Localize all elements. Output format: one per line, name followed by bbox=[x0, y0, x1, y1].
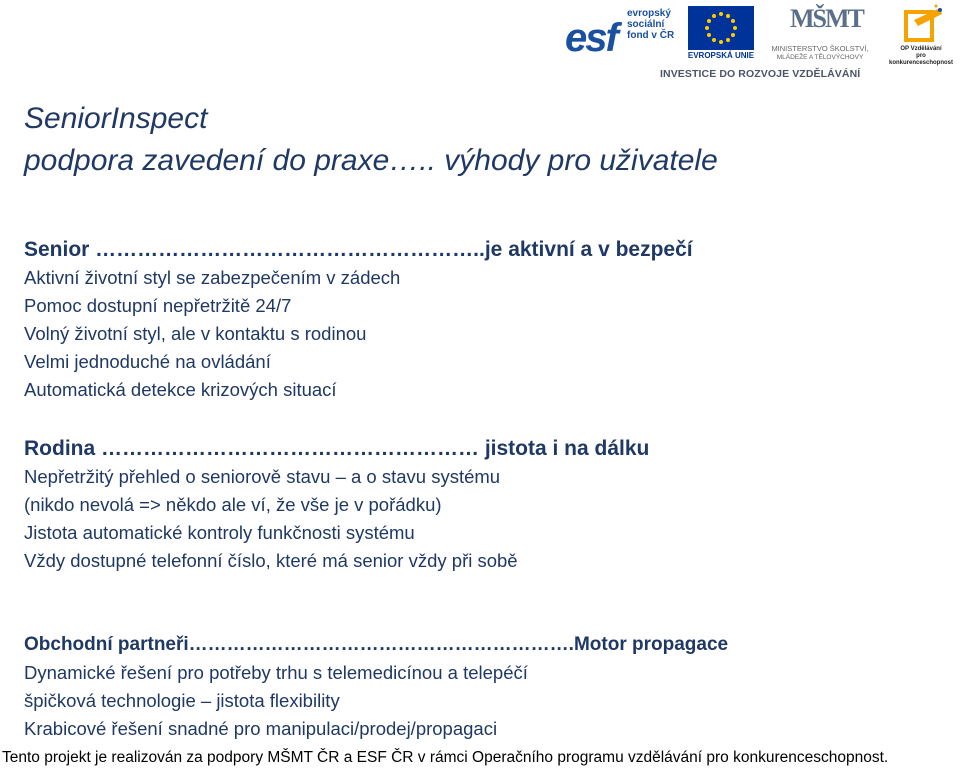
investment-slogan: INVESTICE DO ROZVOJE VZDĚLÁVÁNÍ bbox=[660, 68, 861, 80]
opvk-caption bbox=[884, 46, 958, 67]
section-line: Krabicové řešení snadné pro manipulaci/prodej/propagaci bbox=[24, 718, 498, 739]
section-line: Nepřetržitý přehled o seniorově stavu – a o stavu systému bbox=[24, 466, 501, 487]
msmt-logo-mark: MŠMT bbox=[790, 4, 863, 33]
opvk-caption-line: pro konkurenceschopnost bbox=[888, 53, 953, 66]
section-line: (nikdo nevolá => někdo ale ví, že vše je v pořádku) bbox=[24, 494, 442, 515]
section-line: Dynamické řešení pro potřeby trhu s telemedicínou a telepéčí bbox=[24, 662, 528, 683]
esf-logo bbox=[565, 6, 683, 62]
msmt-logo bbox=[760, 4, 880, 64]
logo-bar bbox=[0, 0, 960, 90]
section-line: Pomoc dostupní nepřetržitě 24/7 bbox=[24, 295, 292, 316]
section-line: Vždy dostupné telefonní číslo, které má senior vždy při sobě bbox=[24, 550, 518, 571]
section-line: Automatická detekce krizových situací bbox=[24, 379, 337, 400]
section-heading: Obchodní partneři…………………………………………………….Motor propagace bbox=[24, 634, 729, 655]
eu-logo bbox=[686, 6, 756, 62]
section-line: špičková technologie – jistota flexibility bbox=[24, 690, 340, 711]
esf-caption-line: sociální bbox=[627, 19, 665, 30]
msmt-caption-1: MINISTERSTVO ŠKOLSTVÍ, bbox=[771, 44, 869, 53]
opvk-caption-line: OP Vzdělávání bbox=[900, 46, 942, 52]
section-heading: Senior ………………………………………………..je aktivní a v bezpečí bbox=[24, 238, 693, 261]
esf-logo-mark: esf bbox=[565, 16, 617, 60]
title-line-1: SeniorInspect bbox=[24, 102, 208, 135]
section-heading: Rodina ……………………………………………… jistota i na dálku bbox=[24, 437, 650, 460]
section-senior bbox=[24, 236, 693, 404]
esf-caption-line: fond v ČR bbox=[627, 30, 675, 41]
eu-logo-caption: EVROPSKÁ UNIE bbox=[687, 51, 755, 60]
section-line: Aktivní životní styl se zabezpečením v zádech bbox=[24, 267, 401, 288]
footer-note: Tento projekt je realizován za podpory MŠMT ČR a ESF ČR v rámci Operačního programu vzdělávání pro konkurenceschopnost. bbox=[2, 749, 889, 766]
section-partners bbox=[24, 631, 728, 743]
esf-caption-line: evropský bbox=[627, 8, 671, 19]
section-line: Volný životní styl, ale v kontaktu s rodinou bbox=[24, 323, 367, 344]
opvk-logo bbox=[884, 4, 958, 64]
section-family bbox=[24, 435, 649, 575]
msmt-caption-2: MLÁDEŽE A TĚLOVÝCHOVY bbox=[776, 54, 864, 61]
section-line: Jistota automatické kontroly funkčnosti systému bbox=[24, 522, 415, 543]
eu-flag-icon bbox=[688, 6, 754, 50]
section-line: Velmi jednoduché na ovládání bbox=[24, 351, 271, 372]
opvk-emblem-icon bbox=[884, 4, 958, 46]
title-line-2: podpora zavedení do praxe….. výhody pro uživatele bbox=[24, 144, 718, 177]
slide-title bbox=[24, 98, 718, 182]
esf-logo-caption bbox=[627, 8, 674, 41]
